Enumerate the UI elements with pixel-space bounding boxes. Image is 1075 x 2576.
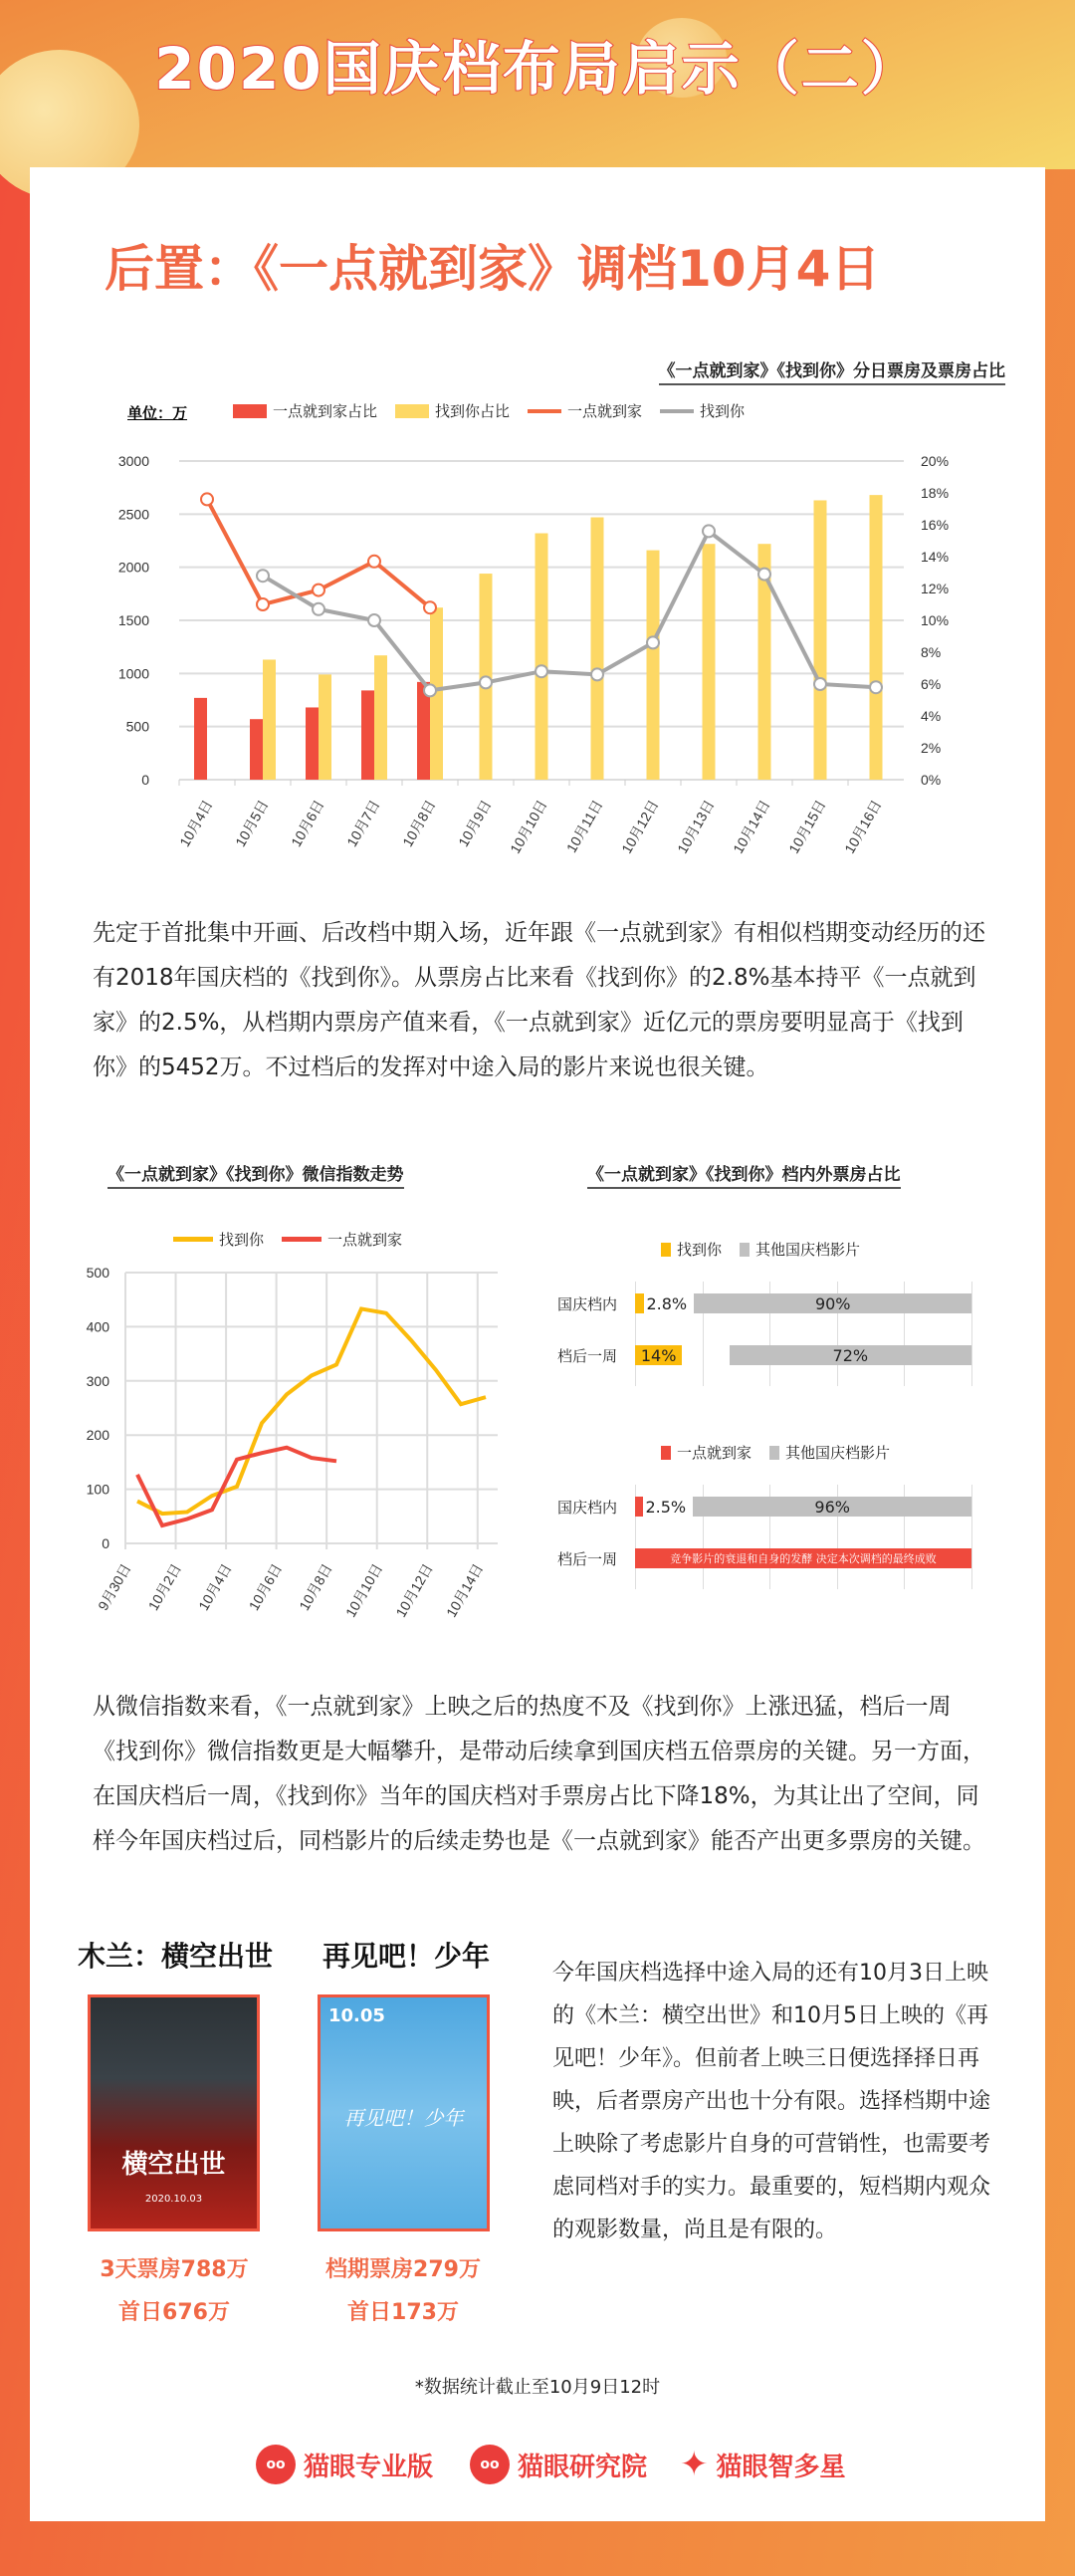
legend-label: 一点就到家 xyxy=(327,1231,403,1249)
y2-tick-label: 2% xyxy=(921,740,942,756)
logo-label: 猫眼研究院 xyxy=(518,2452,648,2482)
bar-找到你占比 xyxy=(591,518,604,780)
point-找到你 xyxy=(591,668,603,680)
bar-一点就到家占比 xyxy=(250,719,263,780)
legend-item xyxy=(173,1229,264,1250)
legend-line-marker xyxy=(173,1237,213,1242)
y2-tick-label: 4% xyxy=(921,708,942,724)
logo-label: 猫眼专业版 xyxy=(304,2452,434,2482)
y2-tick-label: 10% xyxy=(921,612,950,628)
bar-一点就到家占比 xyxy=(361,690,374,780)
line-找到你 xyxy=(137,1308,486,1514)
bar-film-label: 2.8% xyxy=(646,1293,688,1313)
chart2-legend xyxy=(169,1227,424,1252)
point-找到你 xyxy=(647,636,659,648)
x-tick-label: 10月12日 xyxy=(392,1560,436,1620)
line-找到你 xyxy=(263,531,876,690)
section-heading: 后置：《一点就到家》调档10月4日 xyxy=(105,240,881,298)
chart1-combo xyxy=(0,443,1075,901)
point-找到你 xyxy=(480,676,492,688)
y-tick-label: 1500 xyxy=(117,612,149,628)
x-tick-label: 10月4日 xyxy=(195,1560,235,1613)
bar-other: 96% xyxy=(693,1497,971,1517)
legend-label: 一点就到家 xyxy=(567,402,643,420)
legend-label: 找到你 xyxy=(700,402,746,420)
point-找到你 xyxy=(758,569,770,581)
row-label: 国庆档内 xyxy=(557,1295,618,1313)
legend-label: 其他国庆档影片 xyxy=(785,1444,891,1462)
footnote: *数据统计截止至10月9日12时 xyxy=(414,2377,661,2398)
y-tick-label: 200 xyxy=(86,1427,109,1444)
legend-item xyxy=(740,1239,860,1260)
legend-label: 一点就到家占比 xyxy=(273,402,378,420)
legend-label: 找到你占比 xyxy=(435,402,511,420)
x-tick-label: 10月8日 xyxy=(399,797,439,849)
bar-找到你占比 xyxy=(647,551,660,780)
x-tick-label: 10月6日 xyxy=(245,1560,286,1613)
y2-tick-label: 8% xyxy=(921,644,942,660)
legend-label: 其他国庆档影片 xyxy=(755,1241,861,1259)
y-tick-label: 300 xyxy=(86,1372,109,1389)
paragraph-3: 今年国庆档选择中途入局的还有10月3日上映的《木兰：横空出世》和10月5日上映的《再见吧！少年》。但前者上映三日便选择择日再映，后者票房产出也十分有限。选择档期中途上映除了考虑影片自身的可营销性，也需要考虑同档对手的实力。最重要的，短档期内观众的观影数量，尚且是有限的。 xyxy=(552,1961,991,2242)
row-label: 档后一周 xyxy=(557,1347,618,1365)
y-tick-label: 1000 xyxy=(117,665,149,682)
y-tick-label: 3000 xyxy=(117,453,149,469)
row-label: 档后一周 xyxy=(557,1550,618,1568)
y2-tick-label: 20% xyxy=(921,453,950,469)
paragraph-2: 从微信指数来看，《一点就到家》上映之后的热度不及《找到你》上涨迅猛，档后一周《找到你》微信指数更是大幅攀升，是带动后续拿到国庆档五倍票房的关键。另一方面，在国庆档后一周，《找到你》当年的国庆档对手票房占比下降18%，为其让出了空间，同样今年国庆档过后，同档影片的后续走势也是《一点就到家》能否产出更多票房的关键。 xyxy=(93,1694,985,1854)
poster-date: 10.05 xyxy=(328,2005,385,2026)
x-tick-label: 10月15日 xyxy=(785,797,829,856)
y-tick-label: 100 xyxy=(86,1481,109,1498)
legend-line-marker xyxy=(282,1237,322,1242)
bar-找到你占比 xyxy=(814,500,827,780)
legend-swatch xyxy=(740,1243,750,1257)
mulan-boxoffice: 3天票房788万 xyxy=(100,2257,249,2282)
bar-film xyxy=(635,1497,643,1517)
y-tick-label: 0 xyxy=(141,772,149,788)
cat-icon: oo xyxy=(470,2445,510,2484)
point-找到你 xyxy=(536,665,547,677)
poster-text: 再见吧！少年 xyxy=(343,2106,464,2130)
y2-tick-label: 14% xyxy=(921,549,950,565)
legend-item xyxy=(395,400,510,421)
point-一点就到家 xyxy=(424,601,436,613)
bar-film: 14% xyxy=(635,1345,682,1365)
legend-item xyxy=(282,1229,402,1250)
bar-film xyxy=(635,1293,644,1313)
bar-找到你占比 xyxy=(319,674,331,780)
legend-swatch xyxy=(661,1243,671,1257)
mulan-opening: 首日676万 xyxy=(118,2300,230,2325)
x-tick-label: 10月10日 xyxy=(507,797,550,856)
poster-mulan[interactable] xyxy=(88,1994,260,2231)
point-找到你 xyxy=(368,614,380,626)
chart2-title: 《一点就到家》《找到你》微信指数走势 xyxy=(108,1160,404,1189)
point-一点就到家 xyxy=(257,598,269,610)
chart3-legend xyxy=(657,1440,912,1465)
legend-item xyxy=(233,400,377,421)
chart3-legend xyxy=(657,1237,882,1262)
bar-一点就到家占比 xyxy=(194,698,207,780)
bar-找到你占比 xyxy=(536,534,548,780)
point-一点就到家 xyxy=(201,493,213,505)
chart1-title: 《一点就到家》《找到你》分日票房及票房占比 xyxy=(659,356,1006,385)
chart3-title: 《一点就到家》《找到你》档内外票房占比 xyxy=(587,1160,901,1189)
y2-tick-label: 0% xyxy=(921,772,942,788)
x-tick-label: 10月6日 xyxy=(288,797,327,849)
point-找到你 xyxy=(703,525,715,537)
y2-tick-label: 18% xyxy=(921,485,950,501)
poster-farewell[interactable] xyxy=(318,1994,490,2231)
paragraph-1: 先定于首批集中开画、后改档中期入场，近年跟《一点就到家》有相似档期变动经历的还有2018年国庆档的《找到你》。从票房占比来看《找到你》的2.8%基本持平《一点就到家》的2.5%，从档期内票房产值来看，《一点就到家》近亿元的票房要明显高于《找到你》的5452万。不过档后的发挥对中途入局的影片来说也很关键。 xyxy=(93,920,985,1080)
y2-tick-label: 12% xyxy=(921,581,950,596)
farewell-opening: 首日173万 xyxy=(347,2300,459,2325)
main-title: 2020国庆档布局启示（二） xyxy=(154,35,921,103)
x-tick-label: 10月11日 xyxy=(562,797,606,855)
logo-maoyan-pro xyxy=(256,2445,433,2484)
star-icon: ✦ xyxy=(680,2445,709,2484)
gridline-vertical xyxy=(971,1282,972,1386)
x-tick-label: 10月12日 xyxy=(618,797,662,856)
note-bar: 竞争影片的衰退和自身的发酵 决定本次调档的最终成败 xyxy=(635,1548,971,1568)
legend-label: 找到你 xyxy=(677,1241,723,1259)
x-tick-label: 10月5日 xyxy=(232,797,272,849)
logo-label: 猫眼智多星 xyxy=(716,2452,846,2482)
x-tick-label: 10月7日 xyxy=(343,797,383,849)
x-tick-label: 10月14日 xyxy=(730,797,773,856)
chart3-bars xyxy=(538,1227,1015,1605)
bar-找到你占比 xyxy=(703,544,716,780)
x-tick-label: 10月4日 xyxy=(176,797,216,849)
point-找到你 xyxy=(257,570,269,582)
y-tick-label: 0 xyxy=(102,1535,109,1551)
chart1-unit: 单位：万 xyxy=(127,404,188,422)
bar-一点就到家占比 xyxy=(306,707,319,780)
x-tick-label: 10月8日 xyxy=(296,1560,335,1613)
legend-swatch xyxy=(395,404,429,418)
logo-maoyan-research xyxy=(470,2445,647,2484)
y-tick-label: 500 xyxy=(125,718,149,735)
movie-title-mulan: 木兰：横空出世 xyxy=(78,1940,274,1973)
cat-icon: oo xyxy=(256,2445,296,2484)
point-找到你 xyxy=(814,678,826,690)
bar-other: 72% xyxy=(730,1345,971,1365)
point-找到你 xyxy=(424,684,436,696)
x-tick-label: 10月13日 xyxy=(674,797,718,856)
legend-item xyxy=(769,1442,890,1463)
x-tick-label: 10月2日 xyxy=(144,1560,185,1613)
gridline-vertical xyxy=(971,1485,972,1589)
farewell-boxoffice: 档期票房279万 xyxy=(325,2257,481,2282)
legend-label: 一点就到家 xyxy=(677,1444,752,1462)
y-tick-label: 400 xyxy=(86,1318,109,1335)
x-tick-label: 9月30日 xyxy=(95,1560,134,1613)
movie-title-farewell: 再见吧！少年 xyxy=(322,1940,491,1973)
y2-tick-label: 16% xyxy=(921,517,950,533)
y-tick-label: 2500 xyxy=(117,506,149,523)
bar-找到你占比 xyxy=(263,659,276,780)
y-tick-label: 500 xyxy=(86,1265,109,1281)
x-tick-label: 10月14日 xyxy=(442,1560,487,1620)
x-tick-label: 10月10日 xyxy=(341,1560,386,1620)
legend-line-marker xyxy=(660,409,694,413)
point-一点就到家 xyxy=(368,556,380,568)
legend-item xyxy=(661,1442,752,1463)
legend-swatch xyxy=(661,1446,671,1460)
bar-找到你占比 xyxy=(374,655,387,780)
point-找到你 xyxy=(313,603,324,615)
chart2-line xyxy=(40,1257,518,1655)
legend-swatch xyxy=(769,1446,779,1460)
logo-maoyan-zhiduoxing xyxy=(680,2445,846,2484)
point-一点就到家 xyxy=(313,585,324,596)
bar-找到你占比 xyxy=(870,495,883,780)
row-label: 国庆档内 xyxy=(557,1499,618,1517)
y2-tick-label: 6% xyxy=(921,676,942,692)
poster-date: 2020.10.03 xyxy=(144,2194,203,2205)
poster-text: 横空出世 xyxy=(121,2150,226,2180)
x-tick-label: 10月16日 xyxy=(841,797,885,856)
bar-film-label: 2.5% xyxy=(645,1497,687,1517)
legend-item xyxy=(661,1239,722,1260)
legend-item xyxy=(660,400,745,421)
y-tick-label: 2000 xyxy=(117,559,149,576)
bar-other: 90% xyxy=(694,1293,971,1313)
x-tick-label: 10月9日 xyxy=(455,797,495,849)
legend-swatch xyxy=(233,404,267,418)
chart1-legend xyxy=(229,398,766,423)
legend-item xyxy=(528,400,642,421)
point-找到你 xyxy=(870,681,882,693)
legend-label: 找到你 xyxy=(219,1231,265,1249)
legend-line-marker xyxy=(528,409,561,413)
